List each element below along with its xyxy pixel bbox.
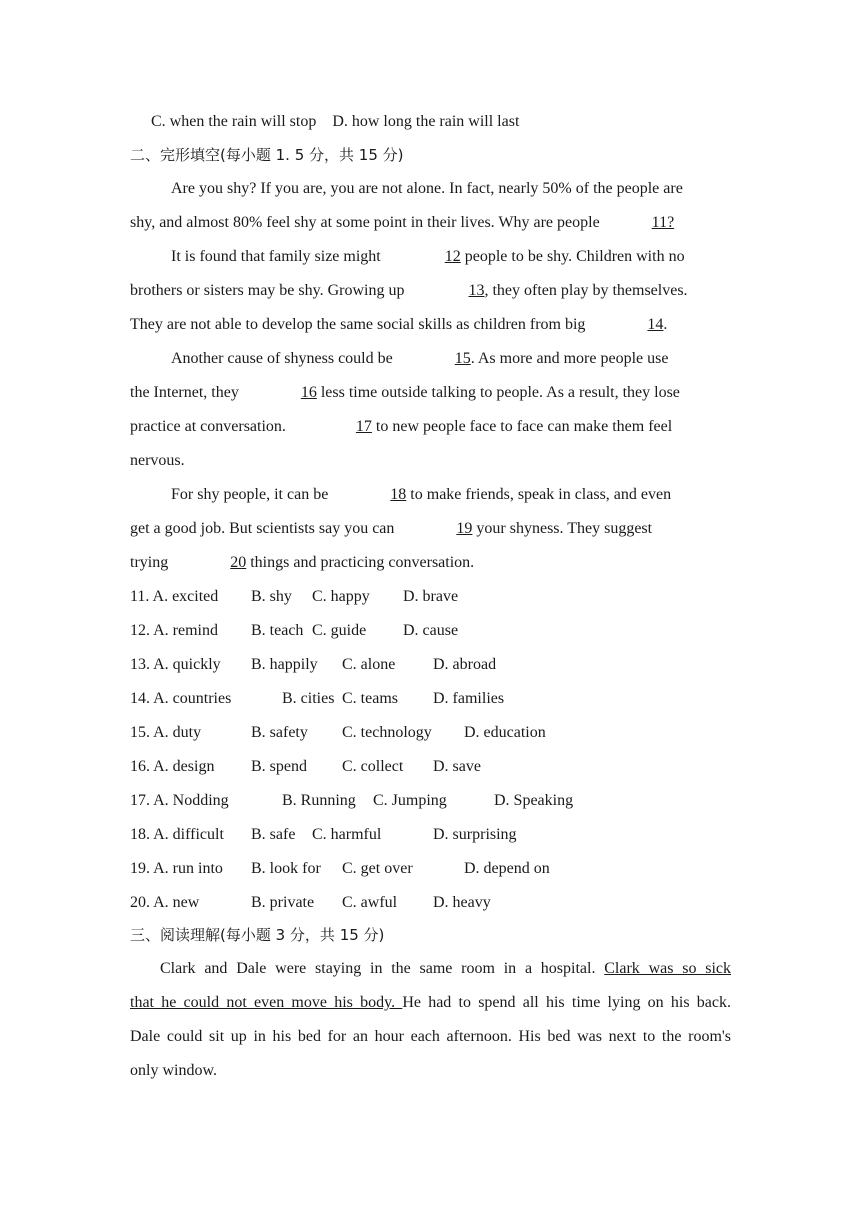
option-b[interactable]: B. spend: [251, 758, 307, 775]
question-20: [130, 891, 740, 915]
option-a[interactable]: 16. A. design: [130, 758, 215, 775]
option-d[interactable]: D. brave: [403, 588, 459, 605]
passage1-line6: [171, 347, 781, 371]
q10-option-d: D. how long the rain will last: [332, 113, 520, 130]
option-b[interactable]: B. shy: [251, 588, 292, 605]
option-d[interactable]: D. save: [433, 758, 481, 775]
option-b[interactable]: B. teach: [251, 622, 304, 639]
passage1-text: , they often play by themselves.: [484, 282, 688, 299]
blank-17: 17: [355, 418, 372, 435]
option-b[interactable]: B. safe: [251, 826, 296, 843]
passage1-line8: [130, 415, 740, 439]
passage1-text: For shy people, it can be: [171, 486, 333, 503]
option-a[interactable]: 13. A. quickly: [130, 656, 221, 673]
passage2-underlined: Clark was so sick: [604, 960, 731, 977]
passage1-text: less time outside talking to people. As a result, they lose: [316, 384, 680, 401]
passage1-text: Another cause of shyness could be: [171, 350, 397, 367]
passage1-text: your shyness. They suggest: [472, 520, 653, 537]
passage1-text: the Internet, they: [130, 384, 243, 401]
passage1-line11: [130, 517, 740, 541]
option-b[interactable]: B. Running: [282, 792, 356, 809]
passage1-line9: nervous.: [130, 452, 185, 469]
option-a[interactable]: 11. A. excited: [130, 588, 219, 605]
option-a[interactable]: 18. A. difficult: [130, 826, 224, 843]
option-a[interactable]: 15. A. duty: [130, 724, 202, 741]
question-13: [130, 653, 740, 677]
option-b[interactable]: B. private: [251, 894, 315, 911]
section3-heading: 三、阅读理解(每小题 3 分，共 15 分): [130, 926, 385, 944]
passage1-text: things and practicing conversation.: [246, 554, 475, 571]
passage2-underlined: that he could not even move his body.: [130, 994, 403, 1011]
passage2-line4: only window.: [130, 1062, 217, 1079]
passage1-line7: [130, 381, 740, 405]
option-a[interactable]: 14. A. countries: [130, 690, 232, 707]
blank-16: 16: [300, 384, 317, 401]
passage1-text: .: [663, 316, 668, 333]
passage1-line3: [171, 245, 781, 269]
option-d[interactable]: D. heavy: [433, 894, 491, 911]
option-c[interactable]: C. awful: [342, 894, 398, 911]
passage1-text: get a good job. But scientists say you can: [130, 520, 399, 537]
q10-option-c: C. when the rain will stop: [151, 113, 317, 130]
passage1-text: practice at conversation.: [130, 418, 290, 435]
option-d[interactable]: D. cause: [403, 622, 459, 639]
passage1-text: trying: [130, 554, 173, 571]
question-11: [130, 585, 740, 609]
passage1-line1: Are you shy? If you are, you are not alone. In fact, nearly 50% of the people are: [171, 180, 683, 197]
passage1-text: shy, and almost 80% feel shy at some point in their lives. Why are people: [130, 214, 604, 231]
option-c[interactable]: C. happy: [312, 588, 370, 605]
option-a[interactable]: 17. A. Nodding: [130, 792, 229, 809]
passage1-text: They are not able to develop the same social skills as children from big: [130, 316, 590, 333]
passage1-text: It is found that family size might: [171, 248, 385, 265]
option-a[interactable]: 20. A. new: [130, 894, 200, 911]
option-d[interactable]: D. families: [433, 690, 505, 707]
question-15: [130, 721, 740, 745]
option-b[interactable]: B. look for: [251, 860, 321, 877]
question-18: [130, 823, 740, 847]
blank-11: 11?: [651, 214, 675, 231]
option-c[interactable]: C. get over: [342, 860, 413, 877]
option-a[interactable]: 12. A. remind: [130, 622, 218, 639]
passage1-text: people to be shy. Children with no: [460, 248, 685, 265]
passage1-line2: [130, 211, 740, 235]
question-17: [130, 789, 740, 813]
option-c[interactable]: C. harmful: [312, 826, 382, 843]
option-b[interactable]: B. cities: [282, 690, 335, 707]
option-b[interactable]: B. happily: [251, 656, 318, 673]
passage1-text: . As more and more people use: [470, 350, 669, 367]
option-c[interactable]: C. teams: [342, 690, 398, 707]
passage1-text: to new people face to face can make them feel: [371, 418, 673, 435]
blank-12: 12: [444, 248, 461, 265]
passage2-text: Clark and Dale were staying in the same room in a hospital.: [160, 960, 605, 977]
blank-15: 15: [454, 350, 471, 367]
option-d[interactable]: D. abroad: [433, 656, 497, 673]
blank-14: 14: [647, 316, 664, 333]
passage2-line1: [160, 957, 731, 981]
option-a[interactable]: 19. A. run into: [130, 860, 223, 877]
question-12: [130, 619, 740, 643]
blank-18: 18: [390, 486, 407, 503]
passage2-line3: Dale could sit up in his bed for an hour each afternoon. His bed was next to the room's: [130, 1028, 731, 1045]
passage1-line12: [130, 551, 740, 575]
blank-19: 19: [456, 520, 473, 537]
section2-heading: 二、完形填空(每小题 1. 5 分，共 15 分): [130, 146, 404, 164]
option-c[interactable]: C. Jumping: [373, 792, 447, 809]
blank-20: 20: [230, 554, 247, 571]
passage1-line4: [130, 279, 740, 303]
option-c[interactable]: C. collect: [342, 758, 404, 775]
option-d[interactable]: D. Speaking: [494, 792, 574, 809]
option-d[interactable]: D. surprising: [433, 826, 517, 843]
question-16: [130, 755, 740, 779]
passage1-text: brothers or sisters may be shy. Growing up: [130, 282, 409, 299]
option-b[interactable]: B. safety: [251, 724, 308, 741]
option-d[interactable]: D. depend on: [464, 860, 550, 877]
passage2-text: He had to spend all his time lying on his back.: [402, 994, 732, 1011]
passage1-line5: [130, 313, 740, 337]
question-19: [130, 857, 740, 881]
option-c[interactable]: C. technology: [342, 724, 432, 741]
passage1-line10: [171, 483, 781, 507]
blank-13: 13: [468, 282, 485, 299]
question-14: [130, 687, 740, 711]
passage2-line2: [130, 991, 731, 1015]
option-c[interactable]: C. guide: [312, 622, 367, 639]
q10-options: [151, 110, 761, 134]
option-d[interactable]: D. education: [464, 724, 546, 741]
passage1-text: to make friends, speak in class, and even: [406, 486, 672, 503]
option-c[interactable]: C. alone: [342, 656, 396, 673]
